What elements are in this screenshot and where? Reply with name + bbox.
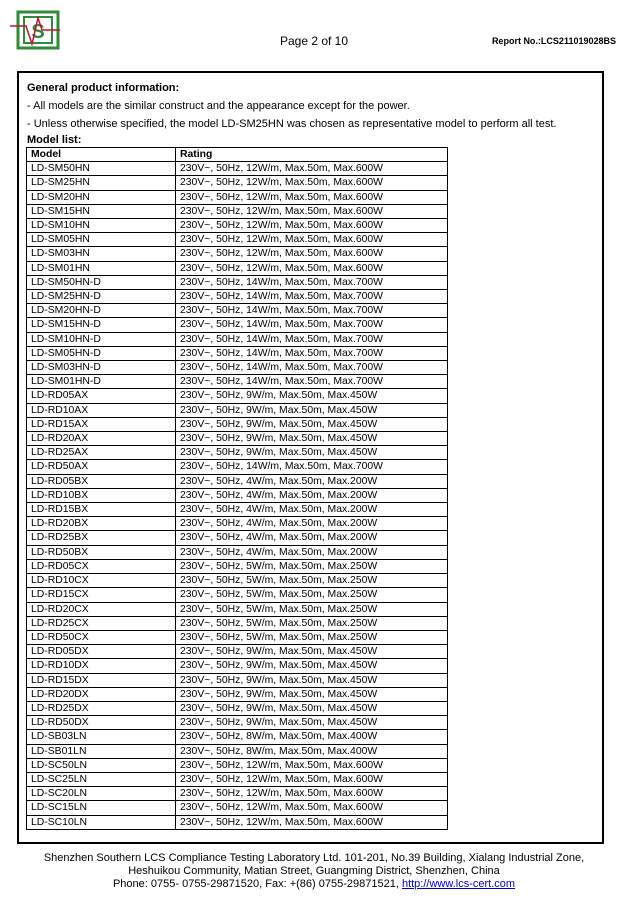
table-row <box>27 616 448 630</box>
rating-cell: 230V~, 50Hz, 9W/m, Max.50m, Max.450W <box>176 716 448 730</box>
footer-line-2: Heshuikou Community, Matian Street, Guangming District, Shenzhen, China <box>128 865 500 877</box>
rating-cell: 230V~, 50Hz, 12W/m, Max.50m, Max.600W <box>176 204 448 218</box>
rating-cell: 230V~, 50Hz, 14W/m, Max.50m, Max.700W <box>176 460 448 474</box>
rating-cell: 230V~, 50Hz, 14W/m, Max.50m, Max.700W <box>176 346 448 360</box>
table-row <box>27 290 448 304</box>
table-row <box>27 716 448 730</box>
rating-cell: 230V~, 50Hz, 12W/m, Max.50m, Max.600W <box>176 219 448 233</box>
model-cell: LD-SM10HN <box>27 219 176 233</box>
table-row <box>27 247 448 261</box>
table-row <box>27 772 448 786</box>
rating-cell: 230V~, 50Hz, 5W/m, Max.50m, Max.250W <box>176 616 448 630</box>
rating-cell: 230V~, 50Hz, 12W/m, Max.50m, Max.600W <box>176 261 448 275</box>
rating-cell: 230V~, 50Hz, 4W/m, Max.50m, Max.200W <box>176 503 448 517</box>
table-row <box>27 687 448 701</box>
table-row <box>27 517 448 531</box>
rating-cell: 230V~, 50Hz, 9W/m, Max.50m, Max.450W <box>176 645 448 659</box>
rating-cell: 230V~, 50Hz, 5W/m, Max.50m, Max.250W <box>176 588 448 602</box>
model-cell: LD-SM05HN <box>27 233 176 247</box>
model-cell: LD-SC25LN <box>27 772 176 786</box>
model-cell: LD-RD10BX <box>27 488 176 502</box>
model-cell: LD-SB03LN <box>27 730 176 744</box>
table-row <box>27 730 448 744</box>
rating-cell: 230V~, 50Hz, 9W/m, Max.50m, Max.450W <box>176 673 448 687</box>
table-row <box>27 460 448 474</box>
rating-cell: 230V~, 50Hz, 9W/m, Max.50m, Max.450W <box>176 446 448 460</box>
rating-cell: 230V~, 50Hz, 5W/m, Max.50m, Max.250W <box>176 574 448 588</box>
table-row <box>27 701 448 715</box>
table-row <box>27 659 448 673</box>
model-cell: LD-RD20DX <box>27 687 176 701</box>
model-cell: LD-SM15HN <box>27 204 176 218</box>
model-cell: LD-RD25AX <box>27 446 176 460</box>
table-row <box>27 417 448 431</box>
model-cell: LD-RD50CX <box>27 630 176 644</box>
footer-line-1: Shenzhen Southern LCS Compliance Testing Laboratory Ltd. 101-201, No.39 Building, Xialang Industrial Zone, <box>43 852 585 864</box>
model-cell: LD-SM50HN-D <box>27 275 176 289</box>
footer <box>0 852 628 891</box>
rating-cell: 230V~, 50Hz, 12W/m, Max.50m, Max.600W <box>176 247 448 261</box>
model-cell: LD-SC10LN <box>27 815 176 829</box>
content-frame <box>17 71 604 844</box>
rating-cell: 230V~, 50Hz, 9W/m, Max.50m, Max.450W <box>176 432 448 446</box>
rating-cell: 230V~, 50Hz, 9W/m, Max.50m, Max.450W <box>176 417 448 431</box>
model-cell: LD-SM03HN <box>27 247 176 261</box>
table-row <box>27 176 448 190</box>
model-cell: LD-RD15CX <box>27 588 176 602</box>
table-row <box>27 446 448 460</box>
model-cell: LD-SC15LN <box>27 801 176 815</box>
rating-cell: 230V~, 50Hz, 8W/m, Max.50m, Max.400W <box>176 730 448 744</box>
model-cell: LD-RD15BX <box>27 503 176 517</box>
rating-cell: 230V~, 50Hz, 12W/m, Max.50m, Max.600W <box>176 787 448 801</box>
footer-line-3 <box>0 878 628 891</box>
table-row <box>27 261 448 275</box>
model-cell: LD-SM25HN <box>27 176 176 190</box>
model-cell: LD-RD10CX <box>27 574 176 588</box>
rating-cell: 230V~, 50Hz, 14W/m, Max.50m, Max.700W <box>176 375 448 389</box>
rating-cell: 230V~, 50Hz, 8W/m, Max.50m, Max.400W <box>176 744 448 758</box>
table-row <box>27 574 448 588</box>
rating-cell: 230V~, 50Hz, 9W/m, Max.50m, Max.450W <box>176 389 448 403</box>
table-row <box>27 744 448 758</box>
rating-cell: 230V~, 50Hz, 4W/m, Max.50m, Max.200W <box>176 488 448 502</box>
model-cell: LD-RD20AX <box>27 432 176 446</box>
rating-cell: 230V~, 50Hz, 9W/m, Max.50m, Max.450W <box>176 701 448 715</box>
rating-cell: 230V~, 50Hz, 12W/m, Max.50m, Max.600W <box>176 176 448 190</box>
contact-text: Phone: 0755- 0755-29871520, Fax: +(86) 0755-29871521, <box>112 878 402 890</box>
table-row <box>27 162 448 176</box>
model-cell: LD-SM01HN-D <box>27 375 176 389</box>
table-row <box>27 673 448 687</box>
table-row <box>27 602 448 616</box>
rating-cell: 230V~, 50Hz, 12W/m, Max.50m, Max.600W <box>176 758 448 772</box>
rating-cell: 230V~, 50Hz, 12W/m, Max.50m, Max.600W <box>176 190 448 204</box>
rating-cell: 230V~, 50Hz, 12W/m, Max.50m, Max.600W <box>176 801 448 815</box>
table-row <box>27 332 448 346</box>
table-row <box>27 815 448 829</box>
table-row <box>27 488 448 502</box>
table-row <box>27 219 448 233</box>
table-row <box>27 275 448 289</box>
table-row <box>27 630 448 644</box>
model-cell: LD-RD10AX <box>27 403 176 417</box>
model-cell: LD-RD10DX <box>27 659 176 673</box>
model-cell: LD-SM15HN-D <box>27 318 176 332</box>
rating-cell: 230V~, 50Hz, 14W/m, Max.50m, Max.700W <box>176 332 448 346</box>
model-list-heading: Model list: <box>27 134 82 146</box>
table-row <box>27 531 448 545</box>
rating-cell: 230V~, 50Hz, 14W/m, Max.50m, Max.700W <box>176 318 448 332</box>
model-cell: LD-RD50BX <box>27 545 176 559</box>
model-cell: LD-SM05HN-D <box>27 346 176 360</box>
model-cell: LD-RD05CX <box>27 559 176 573</box>
rating-cell: 230V~, 50Hz, 14W/m, Max.50m, Max.700W <box>176 275 448 289</box>
rating-cell: 230V~, 50Hz, 14W/m, Max.50m, Max.700W <box>176 290 448 304</box>
info-line-1: - All models are the similar construct and the appearance except for the power. <box>27 100 410 112</box>
table-row <box>27 361 448 375</box>
rating-cell: 230V~, 50Hz, 5W/m, Max.50m, Max.250W <box>176 630 448 644</box>
column-header-rating: Rating <box>176 148 448 162</box>
model-cell: LD-RD05DX <box>27 645 176 659</box>
model-cell: LD-RD50DX <box>27 716 176 730</box>
table-row <box>27 503 448 517</box>
model-cell: LD-SM03HN-D <box>27 361 176 375</box>
rating-cell: 230V~, 50Hz, 9W/m, Max.50m, Max.450W <box>176 403 448 417</box>
rating-cell: 230V~, 50Hz, 14W/m, Max.50m, Max.700W <box>176 361 448 375</box>
table-row <box>27 787 448 801</box>
model-cell: LD-RD25CX <box>27 616 176 630</box>
table-row <box>27 403 448 417</box>
page-number: Page 2 of 10 <box>279 34 349 48</box>
table-row <box>27 588 448 602</box>
table-row <box>27 304 448 318</box>
table-row <box>27 645 448 659</box>
table-row <box>27 233 448 247</box>
model-cell: LD-RD50AX <box>27 460 176 474</box>
info-line-2: - Unless otherwise specified, the model LD-SM25HN was chosen as representative model to perform all test. <box>27 118 557 130</box>
rating-cell: 230V~, 50Hz, 12W/m, Max.50m, Max.600W <box>176 233 448 247</box>
table-header-row <box>27 148 448 162</box>
table-row <box>27 389 448 403</box>
rating-cell: 230V~, 50Hz, 9W/m, Max.50m, Max.450W <box>176 659 448 673</box>
model-cell: LD-SM25HN-D <box>27 290 176 304</box>
rating-cell: 230V~, 50Hz, 5W/m, Max.50m, Max.250W <box>176 602 448 616</box>
column-header-model: Model <box>27 148 176 162</box>
model-table <box>26 147 448 830</box>
model-cell: LD-RD25DX <box>27 701 176 715</box>
model-cell: LD-RD20CX <box>27 602 176 616</box>
table-row <box>27 318 448 332</box>
model-cell: LD-SM20HN-D <box>27 304 176 318</box>
model-cell: LD-SM20HN <box>27 190 176 204</box>
model-cell: LD-RD15DX <box>27 673 176 687</box>
table-row <box>27 474 448 488</box>
model-cell: LD-SM01HN <box>27 261 176 275</box>
table-row <box>27 432 448 446</box>
model-cell: LD-SC20LN <box>27 787 176 801</box>
website-link[interactable]: http://www.lcs-cert.com <box>401 878 516 890</box>
table-row <box>27 559 448 573</box>
section-heading: General product information: <box>27 82 180 94</box>
rating-cell: 230V~, 50Hz, 12W/m, Max.50m, Max.600W <box>176 815 448 829</box>
rating-cell: 230V~, 50Hz, 4W/m, Max.50m, Max.200W <box>176 474 448 488</box>
model-cell: LD-SB01LN <box>27 744 176 758</box>
rating-cell: 230V~, 50Hz, 5W/m, Max.50m, Max.250W <box>176 559 448 573</box>
model-cell: LD-RD20BX <box>27 517 176 531</box>
model-cell: LD-SM50HN <box>27 162 176 176</box>
rating-cell: 230V~, 50Hz, 4W/m, Max.50m, Max.200W <box>176 545 448 559</box>
rating-cell: 230V~, 50Hz, 9W/m, Max.50m, Max.450W <box>176 687 448 701</box>
table-row <box>27 375 448 389</box>
table-row <box>27 545 448 559</box>
table-row <box>27 346 448 360</box>
model-cell: LD-SM10HN-D <box>27 332 176 346</box>
table-row <box>27 801 448 815</box>
rating-cell: 230V~, 50Hz, 4W/m, Max.50m, Max.200W <box>176 531 448 545</box>
model-cell: LD-RD15AX <box>27 417 176 431</box>
table-row <box>27 190 448 204</box>
product-info <box>27 80 597 148</box>
table-row <box>27 758 448 772</box>
model-cell: LD-SC50LN <box>27 758 176 772</box>
rating-cell: 230V~, 50Hz, 12W/m, Max.50m, Max.600W <box>176 772 448 786</box>
svg-text:S: S <box>31 21 45 43</box>
model-cell: LD-RD05BX <box>27 474 176 488</box>
model-cell: LD-RD05AX <box>27 389 176 403</box>
table-row <box>27 204 448 218</box>
rating-cell: 230V~, 50Hz, 4W/m, Max.50m, Max.200W <box>176 517 448 531</box>
model-cell: LD-RD25BX <box>27 531 176 545</box>
report-number: Report No.:LCS211019028BS <box>491 36 616 46</box>
rating-cell: 230V~, 50Hz, 14W/m, Max.50m, Max.700W <box>176 304 448 318</box>
rating-cell: 230V~, 50Hz, 12W/m, Max.50m, Max.600W <box>176 162 448 176</box>
